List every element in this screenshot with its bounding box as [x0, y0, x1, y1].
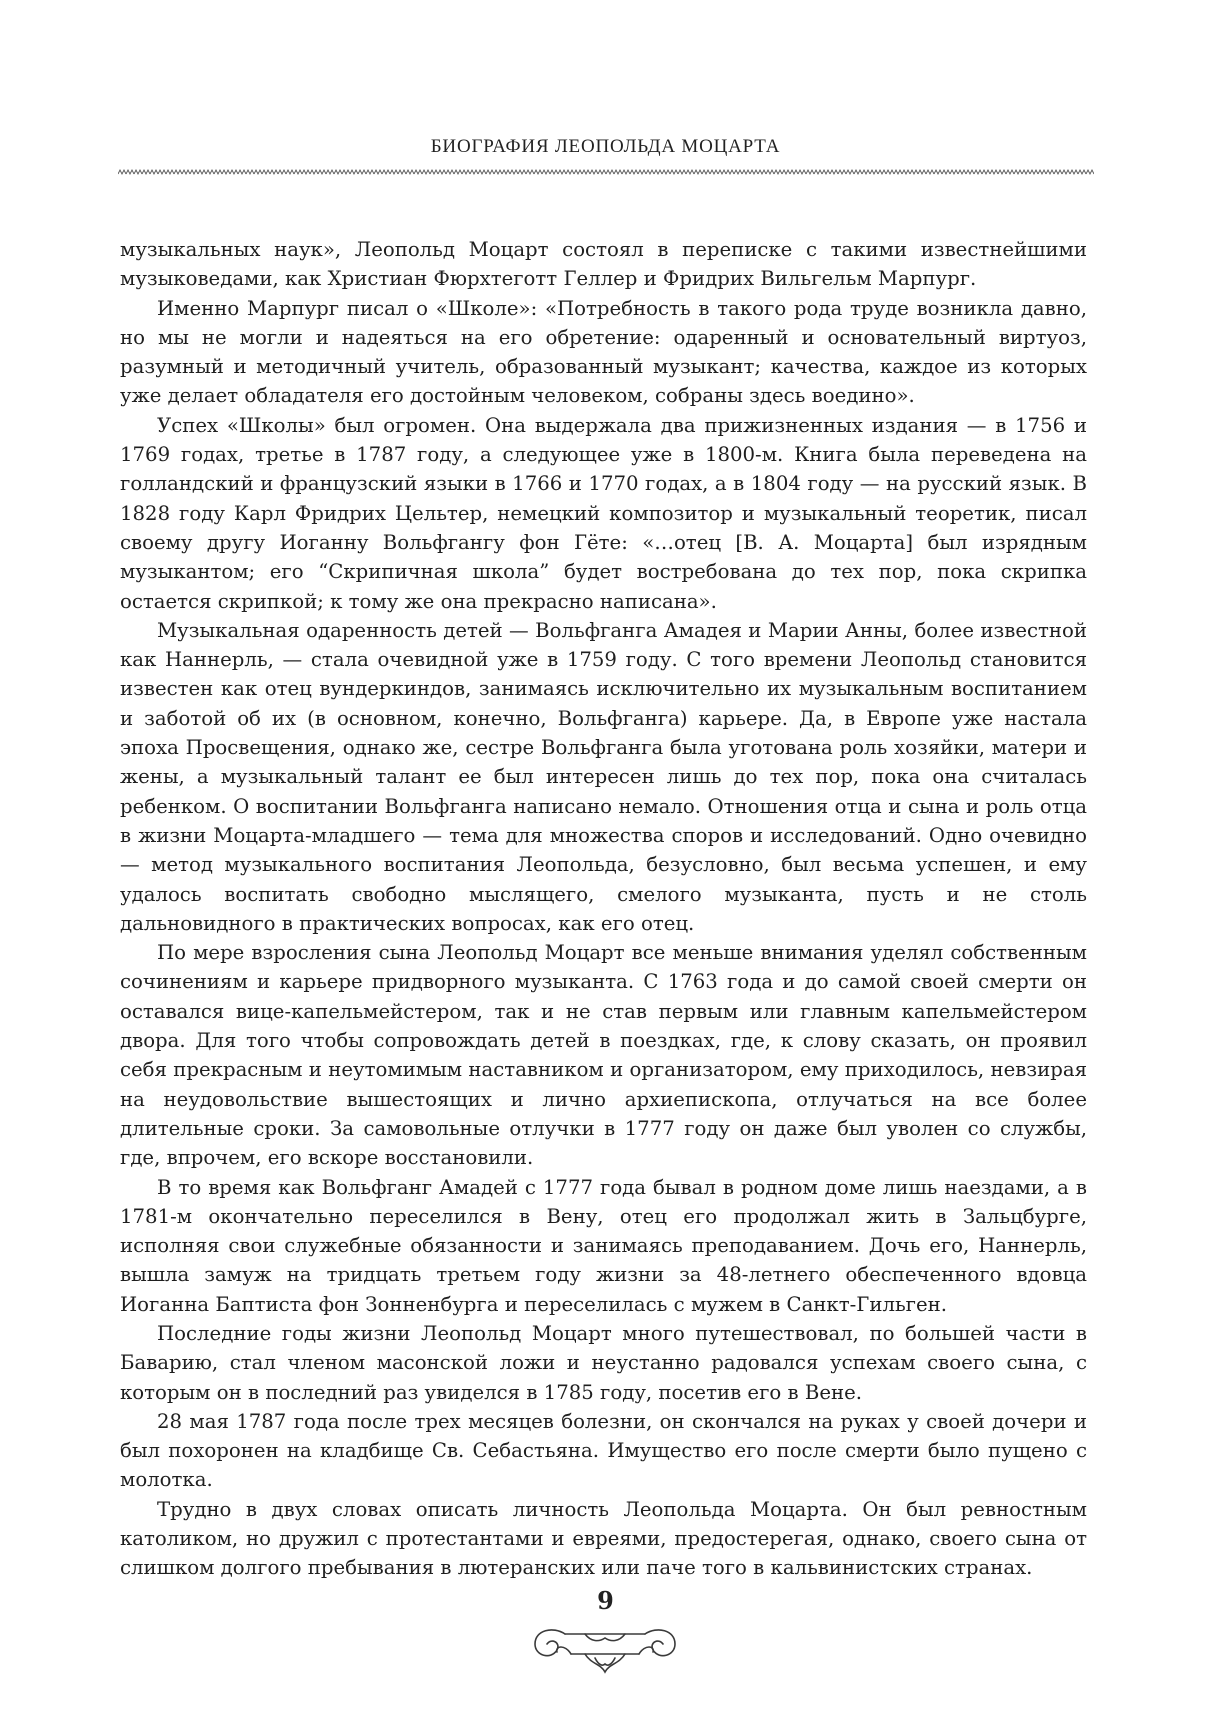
paragraph-4: Музыкальная одаренность детей — Вольфганга Амадея и Марии Анны, более известной как Наннерль, — стала очевидной уже в 1759 году. С того времени Леопольд становится известен как отец вундеркиндов, занимаясь исключительно их музыкальным воспитанием и заботой об их (в основном, конечно, Вольфганга) карьере. Да, в Европе уже настала эпоха Просвещения, однако же, сестре Вольфганга была уготована роль хозяйки, матери и жены, а музыкальный талант ее был интересен лишь до тех пор, пока она считалась ребенком. О воспитании Вольфганга написано немало. Отношения отца и сына и роль отца в жизни Моцарта-младшего — тема для множества споров и исследований. Одно очевидно — метод музыкального воспитания Леопольда, безусловно, был весьма успешен, и ему удалось воспитать свободно мыслящего, смелого музыканта, пусть и не столь дальновидного в практических вопросах, как его отец. [120, 618, 1087, 935]
paragraph-8: 28 мая 1787 года после трех месяцев болезни, он скончался на руках у своей дочери и был похоронен на кладбище Св. Себастьяна. Имущество его после смерти было пущено с молотка. [120, 1409, 1087, 1492]
flourish-ornament-icon [525, 1620, 685, 1674]
paragraph-3: Успех «Школы» был огромен. Она выдержала два прижизненных издания — в 1756 и 1769 годах, третье в 1787 году, а следующее уже в 1800-м. Книга была переведена на голландский и французский языки в 1766 и 1770 годах, а в 1804 году — на русский язык. В 1828 году Карл Фридрих Цельтер, немецкий композитор и музыкальный теоретик, писал своему другу Иоганну Вольфгангу фон Гёте: «…отец [В. А. Моцарта] был изрядным музыкантом; его “Скрипичная школа” будет востребована до тех пор, пока скрипка остается скрипкой; к тому же она прекрасно написана». [120, 413, 1087, 613]
paragraph-7: Последние годы жизни Леопольд Моцарт много путешествовал, по большей части в Баварию, стал членом масонской ложи и неустанно радовался успехам своего сына, с которым он в последний раз увиделся в 1785 году, посетив его в Вене. [120, 1321, 1087, 1404]
body-text [120, 235, 1087, 1583]
paragraph-6: В то время как Вольфганг Амадей с 1777 года бывал в родном доме лишь наездами, а в 1781-м окончательно переселился в Вену, отец его продолжал жить в Зальцбурге, исполняя свои служебные обязанности и занимаясь преподаванием. Дочь его, Наннерль, вышла замуж на тридцать третьем году жизни за 48-летнего обеспеченного вдовца Иоганна Баптиста фон Зонненбурга и переселилась с мужем в Санкт-Гильген. [120, 1175, 1087, 1316]
decorative-header-rule [118, 168, 1094, 176]
paragraph-2: Именно Марпург писал о «Школе»: «Потребность в такого рода труде возникла давно, но мы не могли и надеяться на его обретение: одаренный и основательный виртуоз, разумный и методичный учитель, образованный музыкант; качества, каждое из которых уже делает обладателя его достойным человеком, собраны здесь воедино». [120, 296, 1087, 408]
paragraph-9: Трудно в двух словах описать личность Леопольда Моцарта. Он был ревностным католиком, но дружил с протестантами и евреями, предостерегая, однако, своего сына от слишком долгого пребывания в лютеранских или паче того в кальвинистских странах. [120, 1497, 1087, 1580]
paragraph-1: музыкальных наук», Леопольд Моцарт состоял в переписке с такими известнейшими музыковедами, как Христиан Фюрхтеготт Геллер и Фридрих Вильгельм Марпург. [120, 238, 1087, 291]
paragraph-5: По мере взросления сына Леопольд Моцарт все меньше внимания уделял собственным сочинениям и карьере придворного музыканта. С 1763 года и до самой своей смерти он оставался вице-капельмейстером, так и не став первым или главным капельмейстером двора. Для того чтобы сопровождать детей в поездках, где, к слову сказать, он проявил себя прекрасным и неутомимым наставником и организатором, ему приходилось, невзирая на неудовольствие вышестоящих и лично архиепископа, отлучаться на все более длительные сроки. За самовольные отлучки в 1777 году он даже был уволен со службы, где, впрочем, его вскоре восстановили. [120, 941, 1087, 1170]
running-header-title: БИОГРАФИЯ ЛЕОПОЛЬДА МОЦАРТА [430, 136, 781, 157]
page-number: 9 [597, 1586, 614, 1615]
